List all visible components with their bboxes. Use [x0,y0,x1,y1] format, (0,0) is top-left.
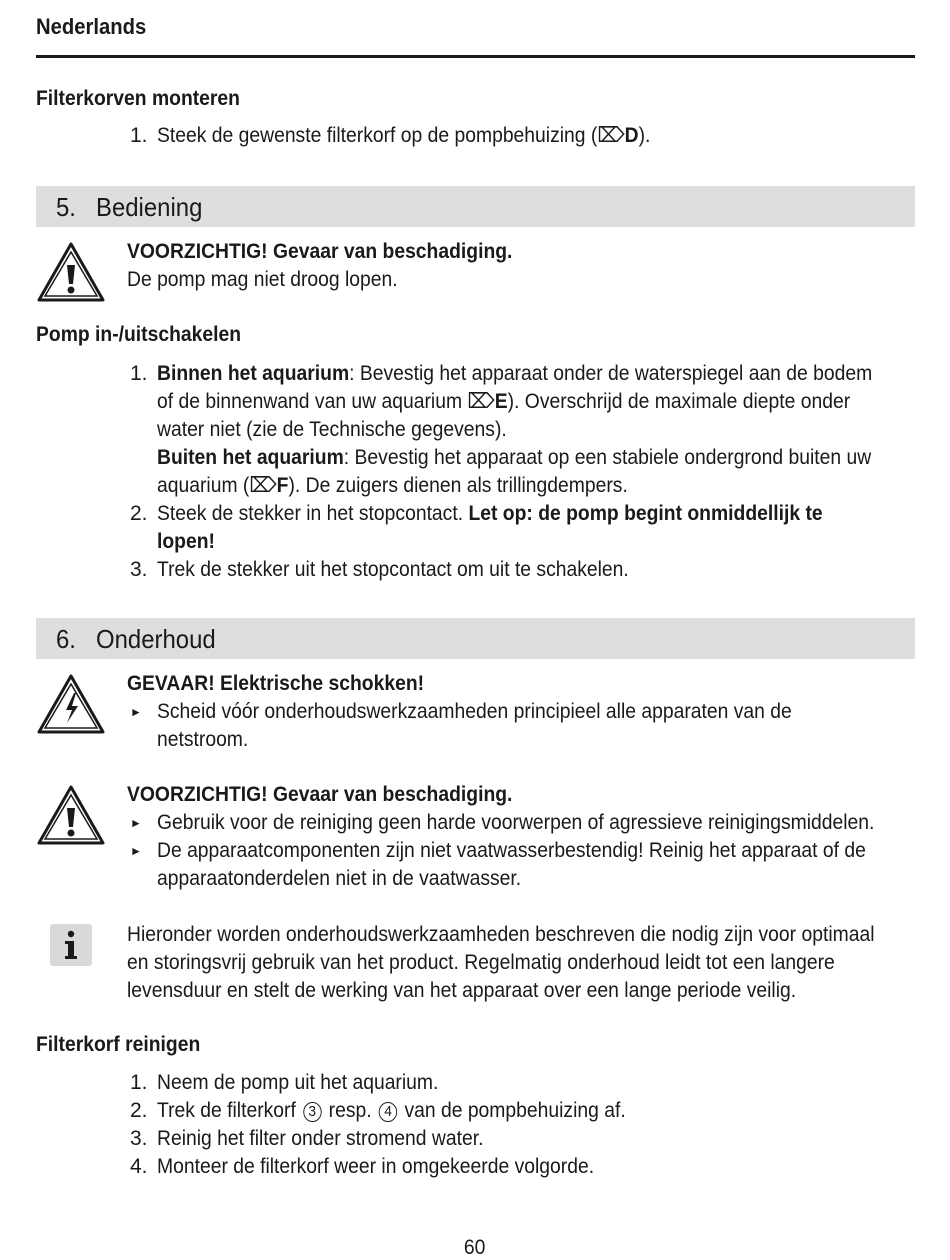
bullet-icon: ► [130,705,142,719]
filterkorven-heading: Filterkorven monteren [36,87,240,110]
clean-step: Monteer de filterkorf weer in omgekeerde volgorde. [157,1155,595,1178]
bullet-icon: ► [130,816,142,830]
warning-triangle-icon [36,241,106,303]
figure-reference-icon: ⌦ [597,124,625,147]
list-number: 2. [130,502,148,525]
clean-step: Trek de filterkorf 3 resp. 4 van de pompbehuizing af. [157,1099,626,1122]
filterkorf-heading: Filterkorf reinigen [36,1033,201,1056]
clean-step: Neem de pomp uit het aquarium. [157,1071,439,1094]
warning-triangle-icon [36,784,106,846]
list-number: 1. [130,362,148,385]
pomp-step-1-line: Binnen het aquarium: Bevestig het apparaat onder de waterspiegel aan de bodem [157,362,873,385]
figure-reference-icon: ⌦ [467,390,495,413]
pomp-step-1-line: Buiten het aquarium: Bevestig het apparaat op een stabiele ondergrond buiten uw [157,446,872,469]
pomp-step-3-line: Trek de stekker uit het stopcontact om uit te schakelen. [157,558,629,581]
section-heading-onderhoud: 6. Onderhoud [36,618,915,659]
pomp-step-2-line: Steek de stekker in het stopcontact. Let op: de pomp begint onmiddellijk te [157,502,823,525]
danger-title: GEVAAR! Elektrische schokken! [127,672,425,695]
pomp-step-1-line: aquarium (⌦F). De zuigers dienen als trillingdempers. [157,474,628,497]
part-number-badge: 3 [303,1102,321,1122]
bullet-icon: ► [130,844,142,858]
filterkorven-step: Steek de gewenste filterkorf op de pompbehuizing (⌦D). [157,124,651,147]
caution-bullet-line: apparaatonderdelen niet in de vaatwasser. [157,867,522,890]
warning-title: VOORZICHTIG! Gevaar van beschadiging. [127,240,513,263]
danger-bullet-line: Scheid vóór onderhoudswerkzaamheden principieel alle apparaten van de [157,700,792,723]
caution-bullet-line: De apparaatcomponenten zijn niet vaatwasserbestendig! Reinig het apparaat of de [157,839,866,862]
figure-reference-icon: ⌦ [249,474,277,497]
danger-bullet-line: netstroom. [157,728,249,751]
part-number-badge: 4 [379,1102,397,1122]
list-number: 3. [130,558,148,581]
list-number: 4. [130,1155,148,1178]
caution-title: VOORZICHTIG! Gevaar van beschadiging. [127,783,513,806]
clean-step: Reinig het filter onder stromend water. [157,1127,484,1150]
list-number: 1. [130,124,148,147]
list-number: 2. [130,1099,148,1122]
info-text-line: en storingsvrij gebruik van het product. Regelmatig onderhoud leidt tot een langere [127,951,835,974]
info-text-line: levensduur en stelt de werking van het apparaat over een lange periode veilig. [127,979,797,1002]
pomp-heading: Pomp in-/uitschakelen [36,323,242,346]
info-text-line: Hieronder worden onderhoudswerkzaamheden beschreven die nodig zijn voor optimaal [127,923,875,946]
electric-shock-warning-icon [36,673,106,735]
pomp-step-2-line: lopen! [157,530,215,553]
list-number: 3. [130,1127,148,1150]
caution-bullet-line: Gebruik voor de reiniging geen harde voorwerpen of agressieve reinigingsmiddelen. [157,811,875,834]
info-icon [50,924,92,966]
page-number: 60 [464,1236,486,1259]
list-number: 1. [130,1071,148,1094]
document-language-header: Nederlands [36,14,147,39]
section-heading-bediening: 5. Bediening [36,186,915,227]
warning-text: De pomp mag niet droog lopen. [127,268,398,291]
pomp-step-1-line: water niet (zie de Technische gegevens). [157,418,507,441]
header-divider [36,55,915,58]
pomp-step-1-line: of de binnenwand van uw aquarium ⌦E). Overschrijd de maximale diepte onder [157,390,851,413]
